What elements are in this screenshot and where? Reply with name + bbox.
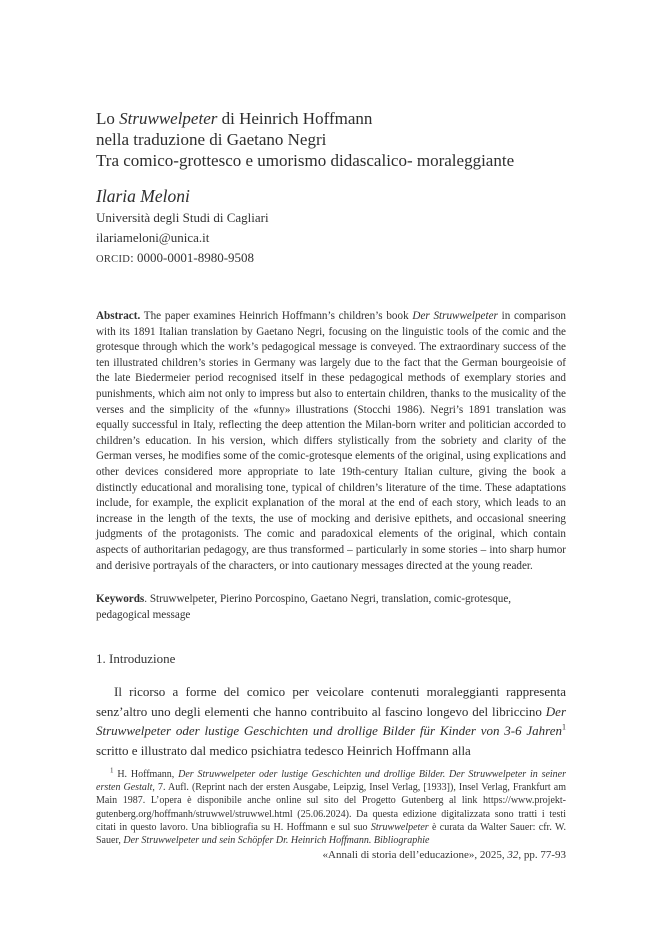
footnote: $^1$ H. Hoffmann, Der Struwwelpeter oder lustige Geschichten und drollige Bilder. Der Struwwelpeter in seiner ersten Gestalt, 7. Aufl. (Reprint nach der ersten Ausgabe, Leipzig, Insel Verlag, [1933]), Insel Verlag, Frankfurt am Main 1987. L’opera è disponibile anche online sul sito del Progetto Gutenberg al link https://www.projekt-gutenberg.org/hoffmanh/struwwel/struwwel.html (25.06.2024). Da questa edizione digitalizzata sono tratti i testi citati in questo lavoro. Una bibliografia su H. Hoffmann e sul suo Struwwelpeter è curata da Walter Sauer: cfr. W. Sauer, Der Struwwelpeter und sein Schöpfer Dr. Heinrich Hoffmann. Bibliographie bbox=[96, 766, 567, 847]
keywords-label: Keywords bbox=[96, 593, 145, 605]
journal-citation: «Annali di storia dell’educazione», 2025, 32, pp. 77-93 bbox=[322, 849, 566, 861]
orcid-label: ORCID bbox=[96, 254, 131, 265]
author-orcid bbox=[96, 250, 516, 266]
subtitle: Tra comico-grottesco e umorismo didascalico- moraleggiante bbox=[96, 151, 515, 170]
abstract: Abstract. The paper examines Heinrich Hoffmann’s children’s book Der Struwwelpeter in comparison with its 1891 Italian translation by Gaetano Negri, focusing on the linguistic tools of the comic and the grotesque through which the work’s pedagogical message is conveyed. The extraordinary success of the ten illustrated children’s stories in Germany was largely due to the fact that the German bourgeoisie of the late Biedermeier period recognised itself in these pedagogical methods of exemplary stories and punishments, which aim not only to impress but also to entertain children, thanks to the musicality of the verses and the simplicity of the «funny» illustrations (Stocchi 1986). Negri’s 1891 translation was equally successful in Italy, reflecting the deep attention the Milan-born writer and politician accorded to children’s education. In his version, which differs stylistically from the sobriety and clarity of the German verses, he modifies some of the comic-grotesque elements of the original, using explications and other devices considered more appropriate to late 19th-century Italian culture, giving the book a distinctly educational and moralising tone, typical of children’s literature of the time. These adaptations include, for example, the explicit explanation of the moral at the end of each story, which leads to an increase in the length of the texts, the use of mocking and derisive epithets, and occasional sneering judgments of the protagonists. The comic and paradoxical elements of the original, which contain aspects of authoritarian pedagogy, are thus transformed – particularly in some stories – into sharp humor and derisive portrayals of the characters, or into cautionary messages directed at the young reader. bbox=[96, 310, 567, 572]
journal-volume: 32 bbox=[507, 849, 519, 861]
section-heading: 1. Introduzione bbox=[96, 651, 176, 666]
author-email: ilariameloni@unica.it bbox=[96, 230, 210, 245]
keywords bbox=[96, 592, 566, 623]
title-italic-struwwelpeter: Struwwelpeter bbox=[119, 109, 218, 128]
footnote-mark: 1 bbox=[110, 766, 114, 775]
body-paragraph: Il ricorso a forme del comico per veicolare contenuti moraleggianti rappresenta senz’altro uno degli elementi che hanno contribuito al fascino longevo del libriccino Der Struwwelpeter oder lustige Geschichten und drollige Bilder für Kinder von 3-6 Jahren$^1$ scritto e illustrato dal medico psichiatra tedesco Heinrich Hoffmann alla bbox=[96, 684, 566, 758]
abstract-label: Abstract. bbox=[96, 310, 141, 322]
title-line-1: Lo Struwwelpeter di Heinrich Hoffmann bbox=[96, 109, 373, 128]
author-affiliation: Università degli Studi di Cagliari bbox=[96, 210, 269, 225]
orcid-value: : 0000-0001-8980-9508 bbox=[130, 250, 255, 265]
author-name: Ilaria Meloni bbox=[96, 186, 190, 206]
keywords-list: . Struwwelpeter, Pierino Porcospino, Gaetano Negri, translation, comic-grotesque, pedagogical message bbox=[96, 593, 512, 621]
footnote-reference[interactable]: 1 bbox=[562, 722, 566, 732]
article-title bbox=[96, 108, 616, 171]
title-line-2: nella traduzione di Gaetano Negri bbox=[96, 130, 327, 149]
